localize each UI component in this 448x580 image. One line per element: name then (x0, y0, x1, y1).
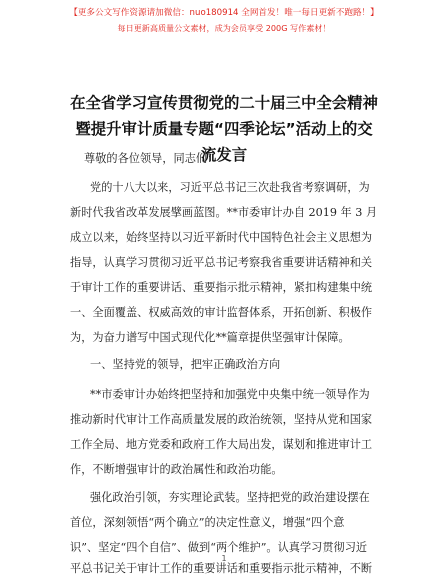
paragraph-1-line: 党的十八大以来，习近平总书记三次赴我省考察调研，为 (90, 181, 370, 194)
promo-line-1: 【更多公文写作资源请加微信：nuo180914 全网首发！唯一每日更新不跑路！】 (69, 8, 379, 18)
paragraph-1-line: 新时代我省改革发展擘画蓝图。**市委审计办自 2019 年 3 月 (70, 206, 378, 219)
title-line-1: 在全省学习宣传贯彻党的二十届三中全会精神 (70, 94, 378, 112)
paragraph-2-line: 推动新时代审计工作高质量发展的政治统领，坚持从党和国家 (70, 413, 373, 426)
paragraph-1-line: 成立以来，始终坚持以习近平新时代中国特色社会主义思想为 (70, 231, 373, 244)
paragraph-1-line: 一、全面覆盖、权威高效的审计监督体系，开拓创新、积极作 (70, 306, 373, 319)
title-line-2: 暨提升审计质量专题“四季论坛”活动上的交 (75, 120, 373, 138)
paragraph-1-line: 于审计工作的重要讲话、重要指示批示精神，紧扣构建集中统 (70, 281, 373, 294)
paragraph-3-line: 平总书记关于审计工作的重要讲话和重要指示批示精神，不断 (70, 562, 373, 575)
title-line-3: 流发言 (200, 146, 248, 164)
paragraph-3-line: 首位，深刻领悟“两个确立”的决定性意义，增强“四个意 (70, 516, 345, 529)
paragraph-2-line: 作，不断增强审计的政治属性和政治功能。 (70, 463, 283, 476)
paragraph-3-line: 识”、坚定“四个自信”、做到“两个维护”。认真学习贯彻习近 (70, 541, 368, 554)
page-number: 1 (221, 554, 227, 563)
promo-header (0, 6, 448, 36)
promo-line-2: 每日更新高质量公文素材，成为会员享受 200G 写作素材！ (117, 23, 331, 33)
section-heading-1: 一、坚持党的领导，把牢正确政治方向 (90, 358, 281, 371)
paragraph-2-line: 工作全局、地方党委和政府工作大局出发，谋划和推进审计工 (70, 438, 373, 451)
paragraph-2-line: **市委审计办始终把坚持和加强党中央集中统一领导作为 (90, 388, 370, 401)
paragraph-3-line: 强化政治引领，夯实理论武装。坚持把党的政治建设摆在 (90, 491, 370, 504)
paragraph-1-line: 指导，认真学习贯彻习近平总书记考察我省重要讲话精神和关 (70, 256, 373, 269)
paragraph-1-line: 为，为奋力谱写中国式现代化**篇章提供坚强审计保障。 (70, 331, 350, 344)
salutation: 尊敬的各位领导，同志们： (84, 152, 219, 165)
